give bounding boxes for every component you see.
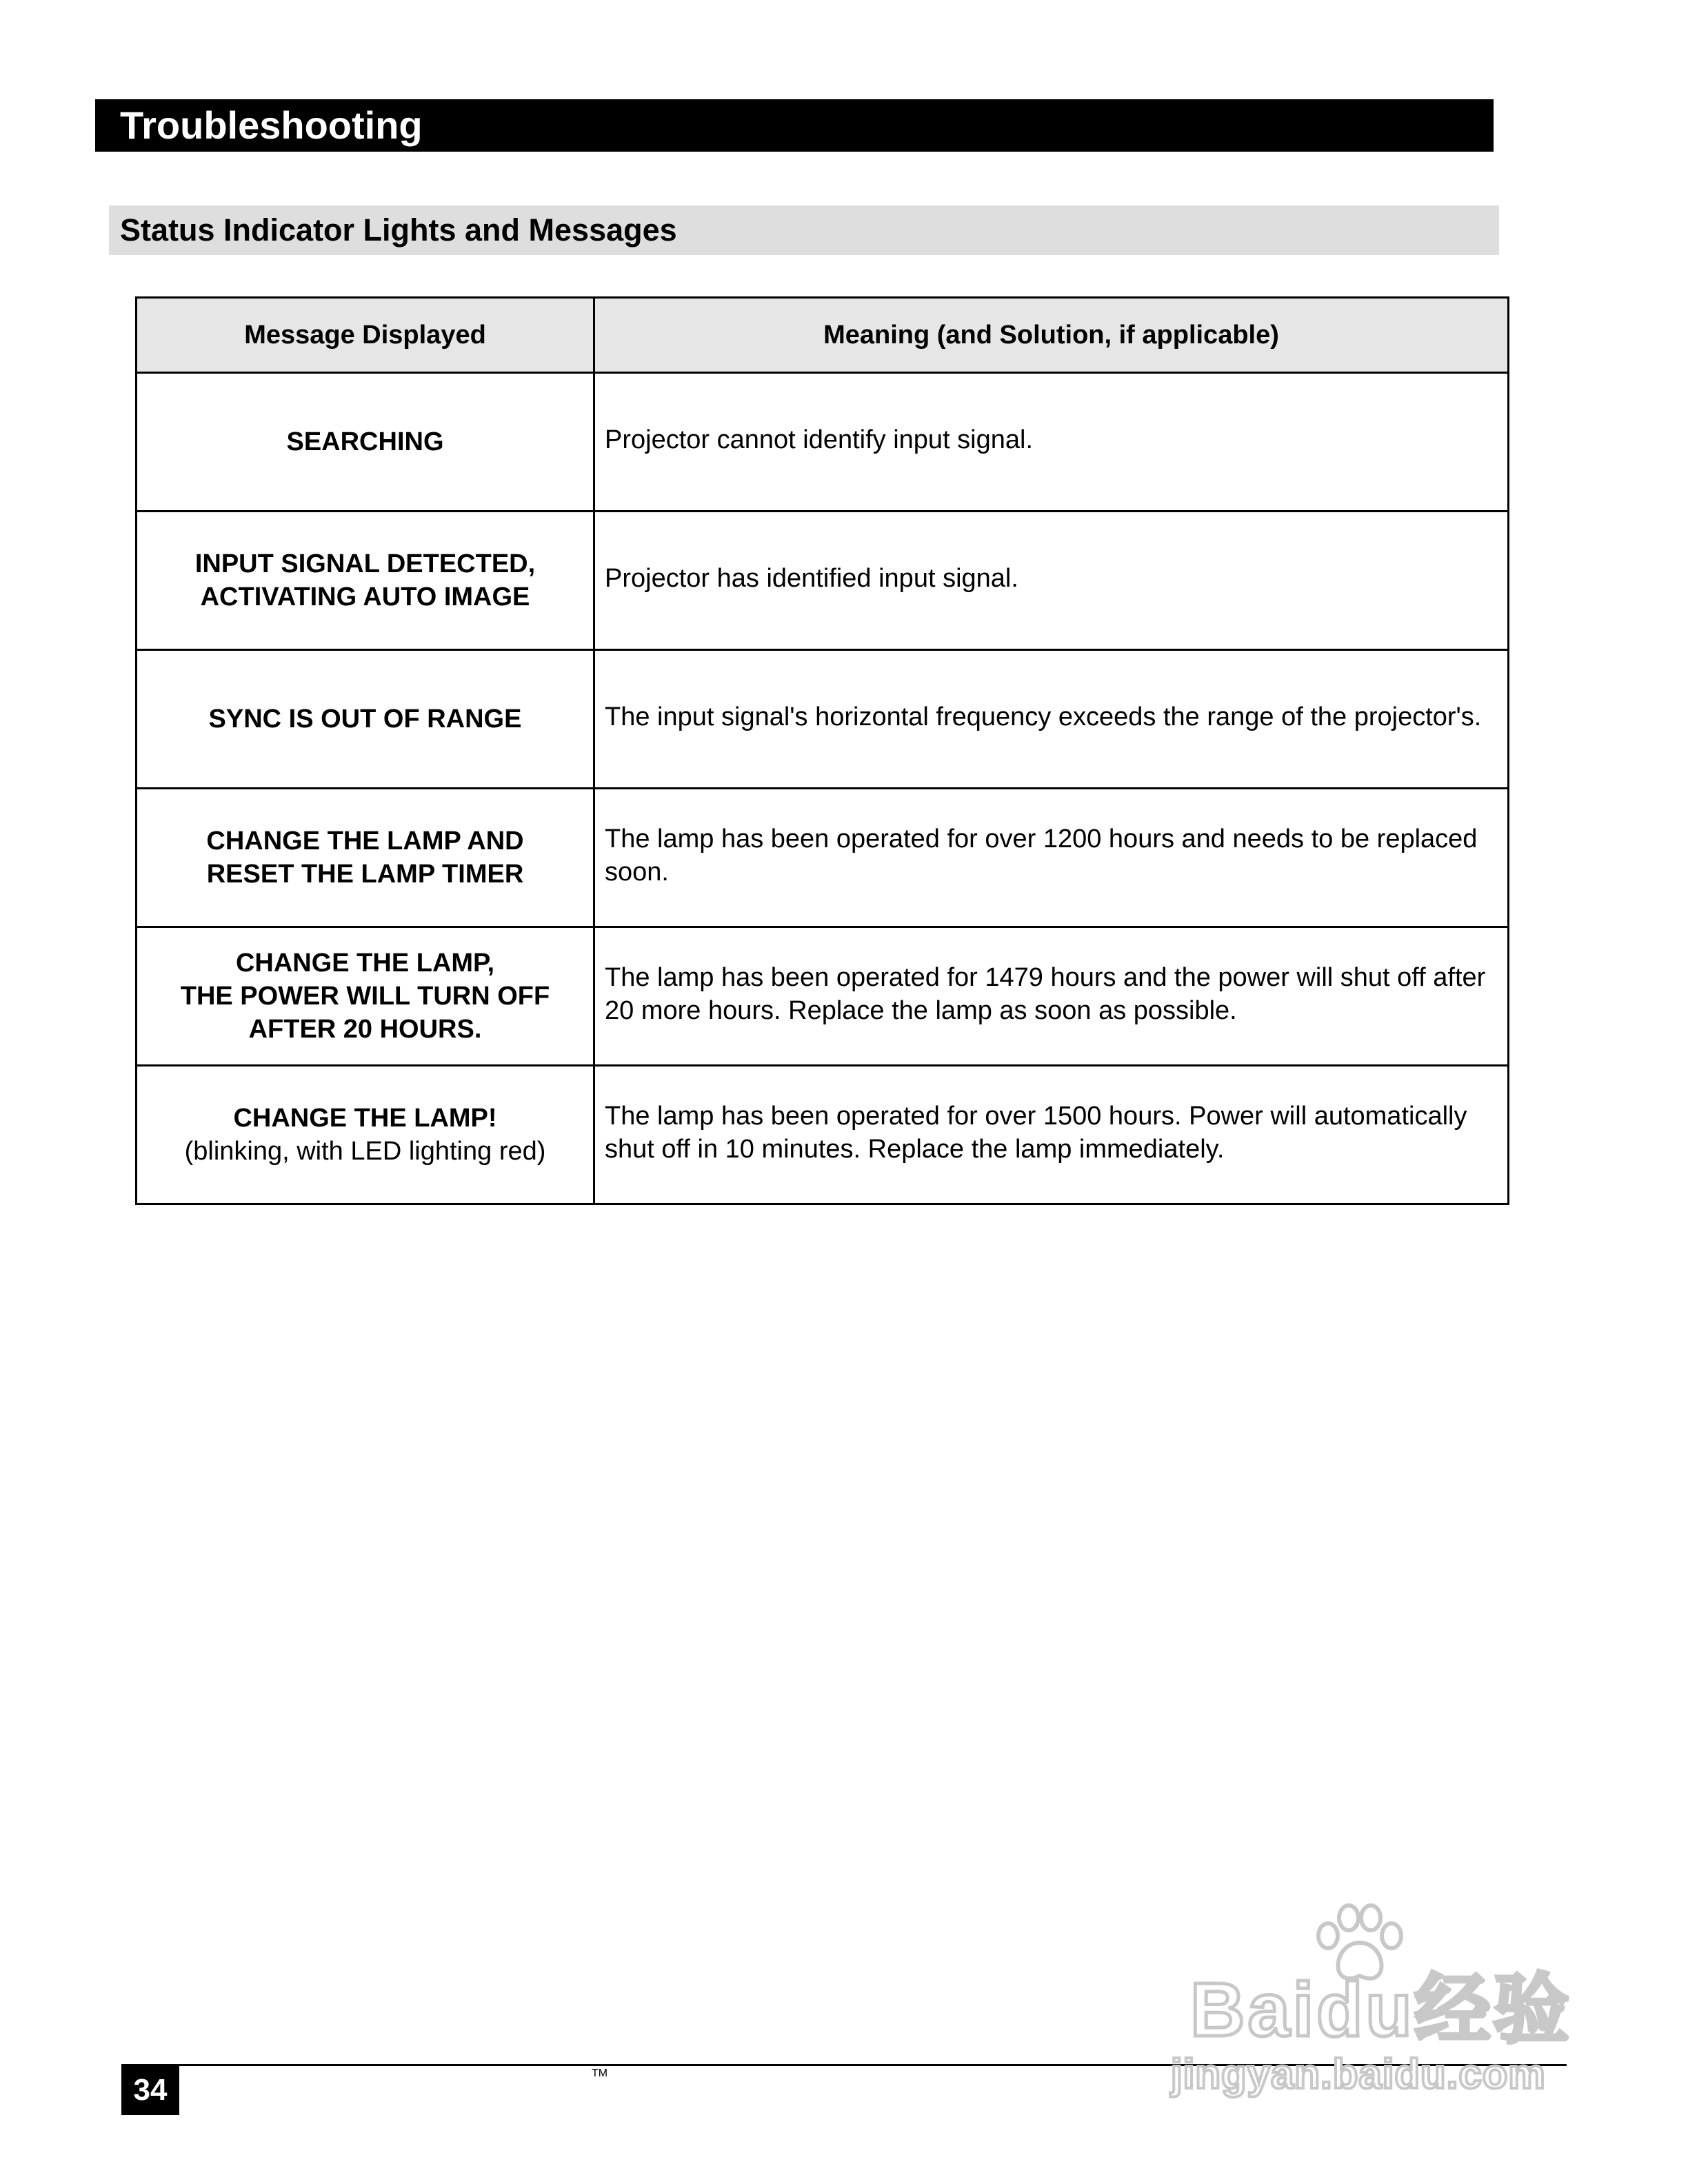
meaning-cell: Projector has identified input signal. [594, 512, 1509, 650]
table-row [137, 1066, 1509, 1204]
message-cell [137, 789, 594, 927]
message-line: SEARCHING [286, 427, 444, 456]
section-heading: Status Indicator Lights and Messages [109, 205, 1499, 255]
message-line: INPUT SIGNAL DETECTED, [194, 549, 536, 578]
table-row [137, 927, 1509, 1066]
message-line: RESET THE LAMP TIMER [206, 860, 524, 889]
message-cell [137, 650, 594, 789]
message-line: CHANGE THE LAMP AND [206, 827, 524, 856]
message-cell [137, 1066, 594, 1204]
page-title: Troubleshooting [95, 99, 1494, 152]
message-line: ACTIVATING AUTO IMAGE [200, 583, 530, 611]
message-line: AFTER 20 HOURS. [248, 1015, 482, 1044]
table-row [137, 512, 1509, 650]
watermark-brand: Baidu经验 [1190, 1968, 1572, 2052]
message-note: (blinking, with LED lighting red) [184, 1137, 546, 1166]
meaning-cell: The lamp has been operated for over 1200 hours and needs to be replaced soon. [594, 789, 1509, 927]
table-row [137, 373, 1509, 512]
message-line: CHANGE THE LAMP! [233, 1104, 497, 1133]
column-header-meaning: Meaning (and Solution, if applicable) [594, 298, 1509, 373]
message-line: CHANGE THE LAMP, [235, 949, 495, 978]
page-number: 34 [121, 2065, 179, 2115]
meaning-cell: Projector cannot identify input signal. [594, 373, 1509, 512]
meaning-cell: The lamp has been operated for 1479 hours and the power will shut off after 20 more hours. Replace the lamp as soon as possible. [594, 927, 1509, 1066]
meaning-cell: The lamp has been operated for over 1500 hours. Power will automatically shut off in 10 minutes. Replace the lamp immediately. [594, 1066, 1509, 1204]
table-row [137, 789, 1509, 927]
column-header-message: Message Displayed [137, 298, 594, 373]
table-row [137, 650, 1509, 789]
watermark-url: jingyan.baidu.com [1171, 2051, 1546, 2097]
message-cell [137, 373, 594, 512]
status-messages-table [135, 296, 1509, 1205]
message-line: SYNC IS OUT OF RANGE [208, 705, 522, 734]
message-cell [137, 927, 594, 1066]
baidu-watermark [1169, 1903, 1583, 2110]
message-line: THE POWER WILL TURN OFF [180, 982, 550, 1011]
meaning-cell: The input signal's horizontal frequency exceeds the range of the projector's. [594, 650, 1509, 789]
message-cell [137, 512, 594, 650]
table-header-row [137, 298, 1509, 373]
trademark-mark: TM [592, 2067, 608, 2079]
